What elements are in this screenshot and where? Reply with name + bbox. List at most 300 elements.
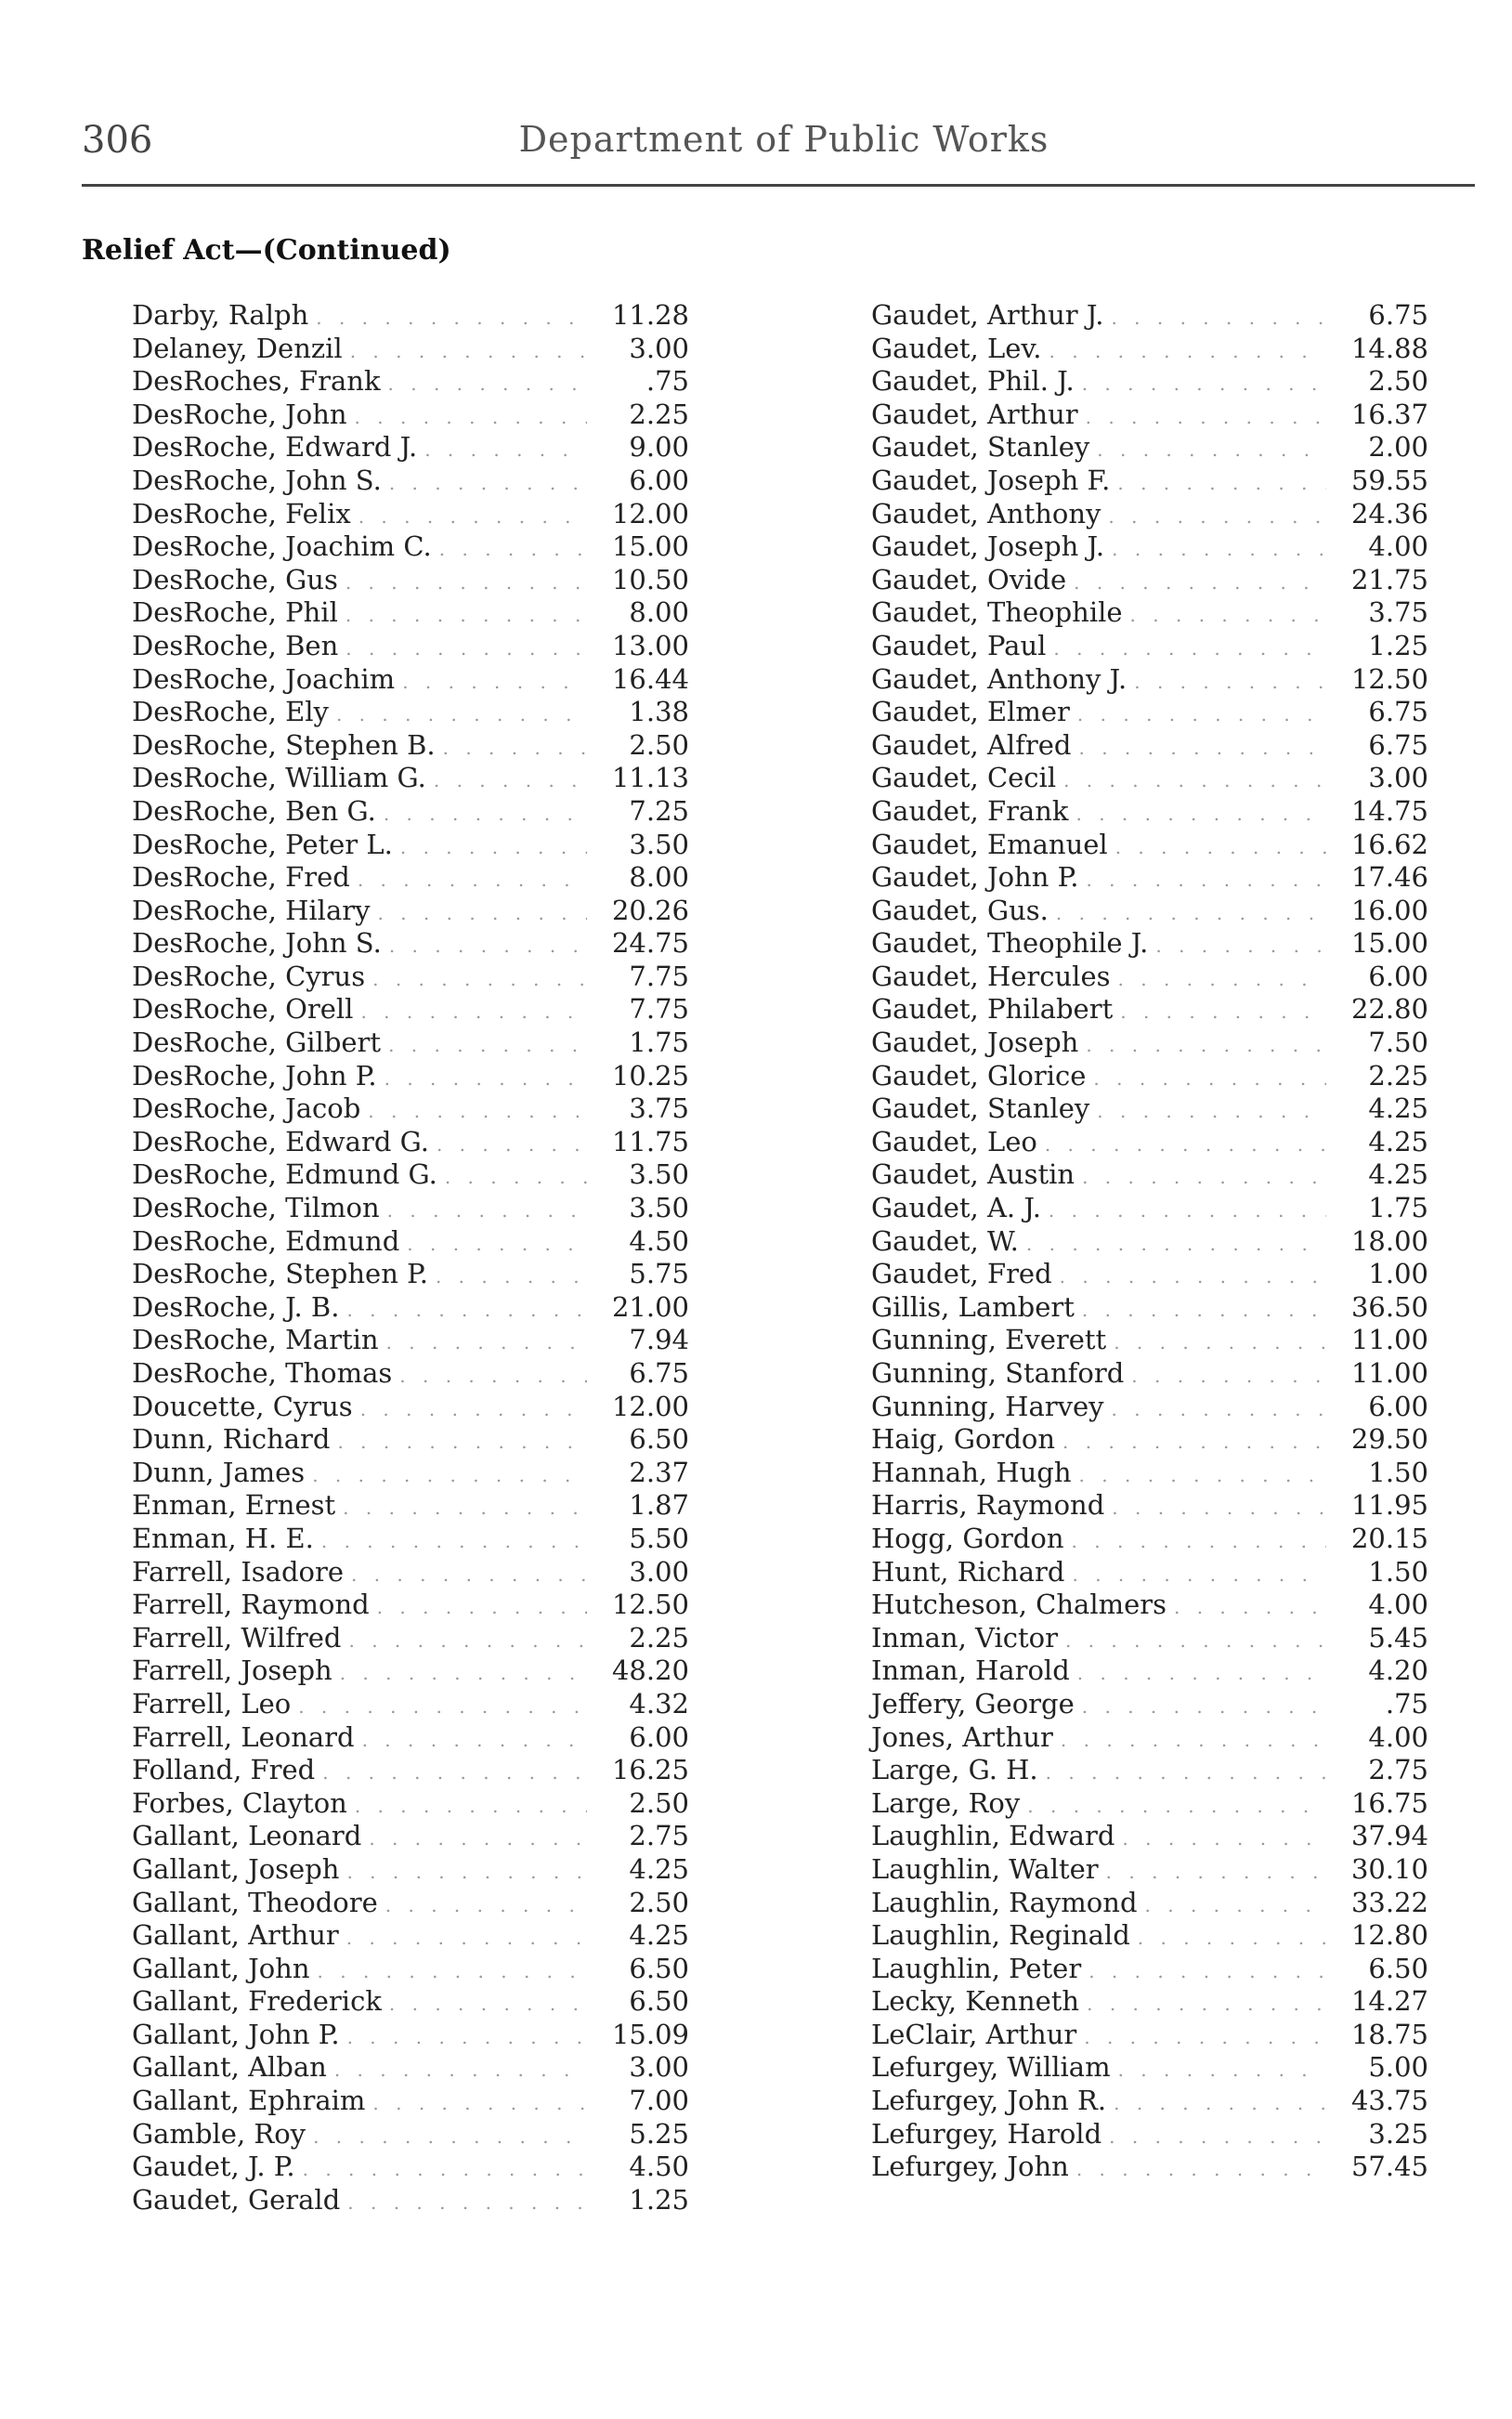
- dot-leader: [1114, 1823, 1326, 1856]
- list-item: [132, 762, 689, 795]
- payment-amount: 1.75: [629, 1026, 689, 1059]
- list-item: [871, 1985, 1428, 2019]
- payment-amount: 20.26: [611, 894, 689, 926]
- dot-leader: [332, 1657, 587, 1691]
- payment-amount: 1.75: [1368, 1192, 1428, 1224]
- payment-amount: 1.00: [1368, 1258, 1428, 1290]
- dot-leader: [1037, 1129, 1326, 1162]
- payee-name: Gallant, Arthur: [132, 1919, 339, 1952]
- payee-name: Lecky, Kenneth: [871, 1985, 1080, 2018]
- list-item: [871, 895, 1428, 928]
- dot-leader: [1049, 897, 1326, 931]
- payment-amount: 7.00: [629, 2085, 689, 2117]
- dot-leader: [377, 1063, 587, 1096]
- dot-leader: [339, 1856, 587, 1889]
- payee-name: Gallant, Theodore: [132, 1886, 378, 1918]
- dot-leader: [343, 335, 587, 369]
- payment-amount: 21.75: [1350, 563, 1428, 595]
- dot-leader: [1076, 2021, 1326, 2055]
- dot-leader: [1123, 599, 1326, 633]
- payee-name: Inman, Victor: [871, 1621, 1058, 1654]
- payee-name: Hannah, Hugh: [871, 1456, 1072, 1488]
- list-item: [871, 2085, 1428, 2118]
- payee-name: Folland, Fred: [132, 1754, 316, 1786]
- dot-leader: [1086, 1063, 1326, 1096]
- payee-name: Gaudet, Paul: [871, 629, 1047, 661]
- payment-amount: 1.38: [629, 696, 689, 728]
- dot-leader: [1078, 1029, 1326, 1063]
- payment-amount: 11.00: [1350, 1324, 1428, 1356]
- list-item: [132, 663, 689, 697]
- payment-amount: 14.75: [1350, 794, 1428, 827]
- payment-amount: 7.75: [629, 993, 689, 1026]
- payment-amount: 8.00: [629, 861, 689, 894]
- payee-name: Gaudet, W.: [871, 1224, 1019, 1257]
- payee-name: DesRoche, Stephen B.: [132, 728, 436, 761]
- dot-leader: [1078, 401, 1326, 435]
- payment-amount: 5.25: [629, 2117, 689, 2150]
- dot-leader: [1079, 1988, 1326, 2021]
- list-item: [132, 333, 689, 366]
- list-item: [871, 1754, 1428, 1787]
- section-title: Relief Act—(Continued): [82, 234, 451, 267]
- dot-leader: [1138, 1889, 1326, 1923]
- list-item: [871, 2019, 1428, 2052]
- payee-name: Gaudet, Arthur J.: [871, 299, 1104, 331]
- payee-name: Large, G. H.: [871, 1754, 1038, 1786]
- payment-amount: .75: [1385, 1687, 1428, 1719]
- payee-name: Jeffery, George: [871, 1687, 1075, 1719]
- payment-amount: 9.00: [629, 431, 689, 464]
- dot-leader: [1038, 1757, 1326, 1790]
- dot-leader: [344, 1559, 587, 1592]
- payment-amount: 3.50: [629, 828, 689, 860]
- payee-name: Hutcheson, Chalmers: [871, 1589, 1167, 1621]
- payee-name: Gaudet, Gus.: [871, 894, 1049, 926]
- list-item: [132, 1820, 689, 1853]
- list-item: [871, 1391, 1428, 1424]
- payment-amount: 4.50: [629, 2151, 689, 2183]
- payment-amount: 11.75: [611, 1125, 689, 1157]
- list-item: [132, 431, 689, 464]
- page-title: Department of Public Works: [518, 119, 1049, 160]
- list-item: [871, 1919, 1428, 1953]
- list-item: [871, 1457, 1428, 1490]
- payment-amount: 4.50: [629, 1224, 689, 1257]
- page-number: 306: [82, 119, 153, 162]
- dot-leader: [339, 1294, 587, 1327]
- payment-amount: 3.50: [629, 1192, 689, 1224]
- list-item: [132, 1489, 689, 1523]
- dot-leader: [370, 1591, 587, 1625]
- dot-leader: [338, 599, 587, 633]
- dot-leader: [1075, 368, 1326, 401]
- payment-amount: 17.46: [1350, 861, 1428, 894]
- list-item: [132, 530, 689, 564]
- dot-leader: [338, 567, 587, 600]
- payment-amount: 37.94: [1350, 1820, 1428, 1852]
- payee-name: DesRoche, John S.: [132, 927, 382, 960]
- payee-name: Gaudet, Ovide: [871, 563, 1067, 595]
- payment-amount: 7.94: [629, 1324, 689, 1356]
- dot-leader: [342, 1625, 588, 1658]
- dot-leader: [1069, 2153, 1326, 2187]
- payee-name: DesRoche, Ben: [132, 629, 339, 661]
- payee-name: Gamble, Roy: [132, 2117, 306, 2150]
- payee-name: Darby, Ralph: [132, 299, 309, 331]
- payment-amount: 1.25: [629, 2183, 689, 2216]
- payee-name: DesRoche, Joachim: [132, 662, 396, 695]
- list-item: [132, 729, 689, 763]
- dot-leader: [429, 1129, 587, 1162]
- dot-leader: [1089, 434, 1326, 467]
- payee-name: Jones, Arthur: [871, 1720, 1053, 1753]
- dot-leader: [351, 501, 587, 534]
- list-item: [132, 299, 689, 333]
- dot-leader: [361, 1823, 587, 1856]
- dot-leader: [355, 1724, 587, 1758]
- list-item: [871, 861, 1428, 895]
- list-item: [871, 829, 1428, 862]
- list-item: [132, 961, 689, 994]
- list-item: [132, 1457, 689, 1490]
- payment-amount: 59.55: [1350, 464, 1428, 496]
- payment-amount: 14.88: [1350, 332, 1428, 364]
- payment-amount: 16.00: [1350, 894, 1428, 926]
- list-item: [871, 1324, 1428, 1357]
- payment-amount: .75: [645, 365, 689, 398]
- payment-amount: 5.00: [1368, 2051, 1428, 2084]
- dot-leader: [353, 996, 587, 1029]
- payment-amount: 43.75: [1350, 2085, 1428, 2117]
- payment-amount: 7.75: [629, 960, 689, 992]
- payment-amount: 8.00: [629, 596, 689, 629]
- dot-leader: [1104, 1492, 1326, 1525]
- payee-name: DesRoche, Martin: [132, 1324, 379, 1356]
- dot-leader: [314, 1525, 587, 1559]
- payee-name: Gallant, Frederick: [132, 1985, 382, 2018]
- dot-leader: [1099, 1856, 1326, 1889]
- payee-name: Gaudet, Theophile J.: [871, 927, 1149, 960]
- dot-leader: [347, 1790, 587, 1824]
- payee-name: Laughlin, Raymond: [871, 1886, 1138, 1918]
- payment-amount: 2.50: [629, 1786, 689, 1819]
- payee-name: DesRoche, Peter L.: [132, 828, 393, 860]
- payee-name: Farrell, Raymond: [132, 1589, 370, 1621]
- dot-leader: [310, 1955, 587, 1989]
- list-item: [132, 1985, 689, 2019]
- list-item: [132, 1622, 689, 1655]
- dot-leader: [1111, 2054, 1326, 2087]
- dot-leader: [1072, 732, 1327, 765]
- dot-leader: [330, 1426, 587, 1459]
- list-item: [132, 2051, 689, 2085]
- list-item: [871, 1092, 1428, 1126]
- list-item: [871, 399, 1428, 432]
- list-item: [132, 498, 689, 531]
- list-item: [132, 564, 689, 597]
- dot-leader: [1130, 1922, 1326, 1955]
- payee-name: Laughlin, Peter: [871, 1952, 1082, 1984]
- payee-name: Gunning, Harvey: [871, 1390, 1104, 1422]
- payee-name: Gaudet, Anthony J.: [871, 662, 1127, 695]
- dot-leader: [379, 1327, 587, 1360]
- payee-name: Forbes, Clayton: [132, 1786, 347, 1819]
- list-item: [871, 1158, 1428, 1192]
- dot-leader: [1101, 501, 1326, 534]
- list-item: [132, 1887, 689, 1920]
- payee-name: Delaney, Denzil: [132, 332, 343, 364]
- dot-leader: [392, 1360, 587, 1393]
- dot-leader: [1111, 963, 1326, 997]
- dot-leader: [381, 368, 587, 401]
- payment-amount: 18.75: [1350, 2018, 1428, 2050]
- dot-leader: [432, 533, 587, 567]
- payment-amount: 12.50: [1350, 662, 1428, 695]
- payee-name: Gallant, John P.: [132, 2018, 340, 2050]
- list-item: [871, 663, 1428, 697]
- dot-leader: [1101, 2121, 1326, 2154]
- payee-name: Gaudet, Phil. J.: [871, 365, 1075, 398]
- payee-name: Gaudet, Theophile: [871, 596, 1123, 629]
- payee-name: Gaudet, Emanuel: [871, 828, 1108, 860]
- dot-leader: [399, 1228, 587, 1262]
- list-item: [871, 2051, 1428, 2085]
- payee-name: Dunn, James: [132, 1456, 306, 1488]
- list-item: [871, 1622, 1428, 1655]
- dot-leader: [1046, 633, 1326, 666]
- payee-name: DesRoche, Edmund G.: [132, 1158, 437, 1191]
- payment-amount: 10.25: [611, 1059, 689, 1092]
- payee-name: Gallant, Alban: [132, 2051, 327, 2084]
- payee-name: Gaudet, John P.: [871, 861, 1079, 894]
- dot-leader: [376, 798, 587, 831]
- payee-name: Lefurgey, William: [871, 2051, 1111, 2084]
- payee-name: DesRoche, Jacob: [132, 1092, 361, 1125]
- payee-name: Lefurgey, John: [871, 2151, 1069, 2183]
- payee-name: Gallant, Joseph: [132, 1852, 340, 1885]
- payee-name: Lefurgey, Harold: [871, 2117, 1102, 2150]
- list-item: [871, 961, 1428, 994]
- list-item: [871, 596, 1428, 630]
- payment-amount: 4.25: [629, 1852, 689, 1885]
- list-item: [132, 365, 689, 399]
- payee-name: Gaudet, Frank: [871, 794, 1069, 827]
- dot-leader: [370, 897, 587, 931]
- dot-leader: [1167, 1591, 1326, 1625]
- list-item: [871, 795, 1428, 829]
- payment-amount: 4.00: [1368, 1720, 1428, 1753]
- list-item: [132, 630, 689, 663]
- list-item: [871, 1126, 1428, 1159]
- list-item: [871, 630, 1428, 663]
- payee-name: Lefurgey, John R.: [871, 2085, 1107, 2117]
- list-item: [871, 1721, 1428, 1755]
- list-item: [132, 1092, 689, 1126]
- payee-name: DesRoche, John P.: [132, 1059, 377, 1092]
- list-item: [132, 1919, 689, 1953]
- dot-leader: [1058, 1625, 1326, 1658]
- payment-amount: 29.50: [1350, 1423, 1428, 1456]
- payment-amount: 12.50: [611, 1589, 689, 1621]
- payment-amount: 30.10: [1350, 1852, 1428, 1885]
- list-item: [871, 1887, 1428, 1920]
- payment-amount: 6.50: [1368, 1952, 1428, 1984]
- list-item: [132, 1225, 689, 1259]
- payee-name: Gaudet, Arthur: [871, 398, 1078, 430]
- payee-name: Gaudet, Glorice: [871, 1059, 1087, 1092]
- payment-amount: 6.50: [629, 1423, 689, 1456]
- payee-name: Gaudet, Gerald: [132, 2183, 341, 2216]
- payment-amount: 4.00: [1368, 530, 1428, 563]
- dot-leader: [1106, 2087, 1326, 2121]
- payment-amount: 2.75: [629, 1820, 689, 1852]
- dot-leader: [380, 1195, 587, 1228]
- payment-amount: 16.75: [1350, 1786, 1428, 1819]
- payment-amount: 57.45: [1350, 2151, 1428, 2183]
- list-item: [132, 696, 689, 729]
- payee-name: DesRoche, Thomas: [132, 1357, 393, 1389]
- list-item: [871, 1688, 1428, 1721]
- list-item: [871, 1258, 1428, 1291]
- payee-name: DesRoche, J. B.: [132, 1290, 340, 1323]
- payment-amount: 36.50: [1350, 1290, 1428, 1323]
- dot-leader: [436, 732, 587, 765]
- payee-name: DesRoche, Gus: [132, 563, 338, 595]
- dot-leader: [1042, 335, 1326, 369]
- payee-name: Gaudet, Lev.: [871, 332, 1042, 364]
- payment-amount: 3.25: [1368, 2117, 1428, 2150]
- payee-name: Gaudet, Austin: [871, 1158, 1075, 1191]
- list-item: [132, 795, 689, 829]
- payee-name: Gaudet, Joseph F.: [871, 464, 1111, 496]
- payment-amount: 1.50: [1368, 1555, 1428, 1588]
- payment-amount: 2.75: [1368, 1754, 1428, 1786]
- dot-leader: [295, 2153, 587, 2187]
- list-item: [132, 1688, 689, 1721]
- list-item: [871, 762, 1428, 795]
- list-item: [132, 1391, 689, 1424]
- payment-amount: 3.00: [1368, 762, 1428, 794]
- payment-amount: 6.75: [1368, 299, 1428, 331]
- dot-leader: [1041, 1195, 1326, 1228]
- dot-leader: [1106, 1327, 1326, 1360]
- list-item: [871, 431, 1428, 464]
- dot-leader: [1070, 699, 1326, 732]
- payee-name: Gaudet, Leo: [871, 1125, 1037, 1157]
- payee-name: Gaudet, Elmer: [871, 696, 1070, 728]
- dot-leader: [340, 2187, 587, 2220]
- list-item: [871, 993, 1428, 1026]
- payee-name: Gaudet, Stanley: [871, 1092, 1090, 1125]
- payment-amount: 7.25: [629, 794, 689, 827]
- payment-amount: 21.00: [611, 1290, 689, 1323]
- list-item: [871, 2151, 1428, 2184]
- payee-name: LeClair, Arthur: [871, 2018, 1077, 2050]
- dot-leader: [1127, 666, 1326, 700]
- list-item: [871, 1225, 1428, 1259]
- payee-name: Farrell, Joseph: [132, 1654, 332, 1687]
- list-item: [871, 464, 1428, 498]
- dot-leader: [306, 2121, 587, 2154]
- payee-name: Gaudet, Joseph J.: [871, 530, 1105, 563]
- payee-name: Enman, Ernest: [132, 1489, 336, 1522]
- list-item: [871, 1357, 1428, 1391]
- payment-amount: 11.13: [611, 762, 689, 794]
- payment-amount: 4.25: [1368, 1125, 1428, 1157]
- payment-amount: 16.44: [611, 662, 689, 695]
- payment-amount: 4.25: [1368, 1092, 1428, 1125]
- list-item: [132, 399, 689, 432]
- list-item: [871, 1820, 1428, 1853]
- list-item: [132, 829, 689, 862]
- payment-amount: 11.00: [1350, 1357, 1428, 1389]
- list-item: [871, 530, 1428, 564]
- list-item: [871, 498, 1428, 531]
- dot-leader: [365, 963, 587, 997]
- list-item: [132, 2118, 689, 2151]
- list-item: [132, 1060, 689, 1093]
- payment-amount: 4.25: [1368, 1158, 1428, 1191]
- list-item: [871, 1589, 1428, 1622]
- payment-amount: 6.00: [1368, 960, 1428, 992]
- payee-name: DesRoche, Tilmon: [132, 1192, 380, 1224]
- payee-name: DesRoche, Edward G.: [132, 1125, 429, 1157]
- payee-name: Gaudet, Philabert: [871, 993, 1114, 1026]
- payment-amount: 3.50: [629, 1158, 689, 1191]
- list-item: [132, 2184, 689, 2217]
- dot-leader: [437, 1161, 587, 1195]
- dot-leader: [1148, 930, 1326, 963]
- list-item: [132, 1754, 689, 1787]
- payment-amount: 15.09: [611, 2018, 689, 2050]
- payment-amount: 3.75: [629, 1092, 689, 1125]
- dot-leader: [335, 1492, 587, 1525]
- dot-leader: [1064, 1525, 1326, 1559]
- list-item: [132, 1589, 689, 1622]
- payee-name: Hunt, Richard: [871, 1555, 1065, 1588]
- list-item: [132, 1357, 689, 1391]
- payment-amount: 16.62: [1350, 828, 1428, 860]
- dot-leader: [360, 1095, 587, 1129]
- payment-amount: 5.75: [629, 1258, 689, 1290]
- dot-leader: [1072, 1459, 1326, 1493]
- dot-leader: [1055, 1426, 1326, 1459]
- list-item: [871, 365, 1428, 399]
- dot-leader: [395, 666, 587, 700]
- dot-leader: [1081, 1955, 1326, 1989]
- list-item: [132, 2085, 689, 2118]
- payment-amount: 3.00: [629, 2051, 689, 2084]
- list-item: [871, 729, 1428, 763]
- payment-amount: 12.80: [1350, 1919, 1428, 1952]
- payee-name: DesRoche, Hilary: [132, 894, 371, 926]
- list-item: [132, 1787, 689, 1821]
- payee-name: Hogg, Gordon: [871, 1522, 1064, 1554]
- payment-amount: 5.50: [629, 1522, 689, 1554]
- payment-amount: 24.75: [611, 927, 689, 960]
- payee-name: Laughlin, Walter: [871, 1852, 1099, 1885]
- dot-leader: [378, 1889, 587, 1923]
- dot-leader: [353, 1393, 587, 1427]
- payment-amount: 2.50: [1368, 365, 1428, 398]
- dot-leader: [382, 1988, 587, 2021]
- payee-name: Gaudet, J. P.: [132, 2151, 295, 2183]
- dot-leader: [1075, 1294, 1326, 1327]
- dot-leader: [1064, 1559, 1326, 1592]
- dot-leader: [327, 2054, 587, 2087]
- payment-amount: 12.00: [611, 497, 689, 530]
